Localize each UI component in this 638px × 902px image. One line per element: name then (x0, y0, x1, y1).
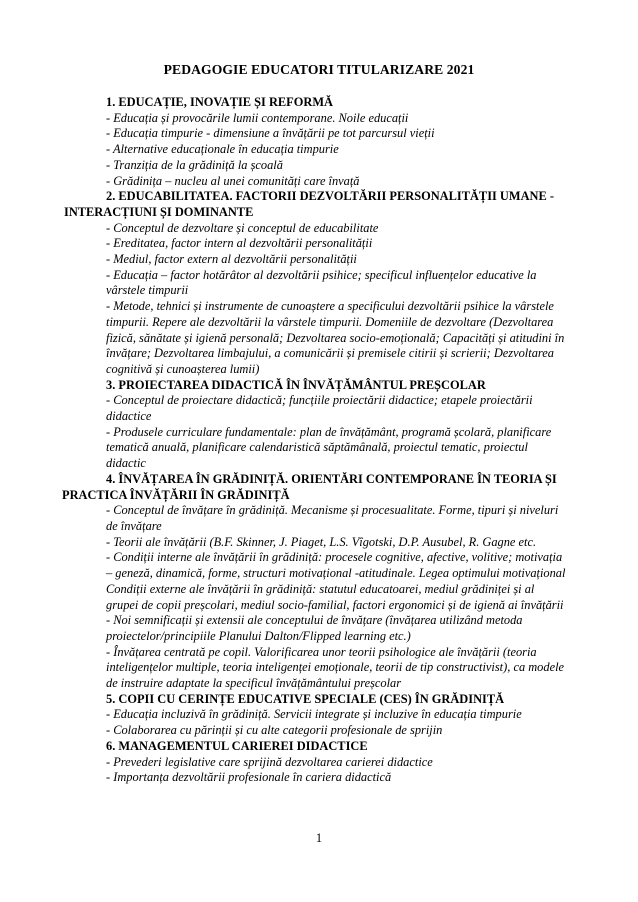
section-5 (0, 692, 638, 739)
list-item: - Educația – factor hotărâtor al dezvoltării psihice; specificul influențelor educative la vârstele timpurii (106, 267, 537, 298)
section-heading: 4. ÎNVĂȚAREA ÎN GRĂDINIȚĂ. ORIENTĂRI CONTEMPORANE ÎN TEORIA ȘI PRACTICA ÎNVĂȚĂRII ÎN GRĂDINIȚĂ (62, 471, 557, 502)
list-item: - Conceptul de proiectare didactică; funcțiile proiectării didactice; etapele proiectării didactice (106, 393, 533, 424)
list-item: - Importanța dezvoltării profesionale în cariera didactică (106, 770, 392, 785)
list-item: - Educația incluzivă în grădiniță. Servicii integrate și incluzive în educația timpurie (106, 707, 522, 722)
list-item: Condiții externe ale învățării în grădiniță: statutul educatoarei, mediul grădiniței și al grupei de copii preșcolari, mediul socio-familial, factori ergonomici și de igienă ai învățării (106, 581, 564, 612)
document-title: PEDAGOGIE EDUCATORI TITULARIZARE 2021 (163, 62, 475, 77)
list-item: - Noi semnificații și extensii ale conceptului de învățare (învățarea utilizând metoda proiectelor/principiile Planului Dalton/Flipped learning etc.) (106, 613, 523, 643)
list-item: - Învățarea centrată pe copil. Valorificarea unor teorii psihologice ale învățării (teoria inteligențelor multiple, teoria inteligenței emoționale, teorii de tip constructivist), ca modele de instruire adaptate la specificul învățământului preșcolar (106, 644, 565, 691)
section-heading: 3. PROIECTAREA DIDACTICĂ ÎN ÎNVĂȚĂMÂNTUL PREȘCOLAR (106, 377, 486, 392)
list-item: - Grădinița – nucleu al unei comunități care învață (106, 173, 360, 188)
list-item: - Ereditatea, factor intern al dezvoltării personalității (106, 236, 373, 251)
section-3 (0, 378, 638, 472)
list-item: - Conceptul de dezvoltare și conceptul de educabilitate (106, 220, 379, 235)
list-item: - Tranziția de la grădiniță la școală (106, 157, 283, 172)
document-body (0, 95, 638, 786)
section-1 (0, 95, 638, 189)
list-item: - Educația și provocările lumii contemporane. Noile educații (106, 110, 409, 125)
list-item: - Educația timpurie - dimensiune a învățării pe tot parcursul vieții (106, 126, 435, 141)
list-item: - Produsele curriculare fundamentale: plan de învățământ, programă școlară, planificare tematică anuală, planificare calendaristică săptămânală, proiectul tematic, proiectul didactic (106, 424, 552, 471)
section-4 (0, 472, 638, 692)
list-item: - Metode, tehnici și instrumente de cunoaștere a specificului dezvoltării psihice la vârstele timpurii. Repere ale dezvoltării la vârstele timpurii. Domeniile de dezvoltare (Dezvoltarea fizică, sănătate și igienă personală; Dezvoltarea socio-emoțională; Capacități și atitudini în învățare; Dezvoltarea limbajului, a comunicării și premisele citirii și scrierii; Dezvoltarea cognitivă și cunoașterea lumii) (106, 299, 565, 376)
list-item: - Conceptul de învățare în grădiniță. Mecanisme și procesualitate. Forme, tipuri și niveluri de învățare (106, 503, 559, 533)
section-2 (0, 189, 638, 377)
list-item: - Prevederi legislative care sprijină dezvoltarea carierei didactice (106, 754, 433, 769)
section-heading: 5. COPII CU CERINȚE EDUCATIVE SPECIALE (CES) ÎN GRĂDINIȚĂ (106, 691, 505, 706)
list-item: - Mediul, factor extern al dezvoltării personalității (106, 252, 357, 267)
list-item: - Teorii ale învățării (B.F. Skinner, J. Piaget, L.S. Vîgotski, D.P. Ausubel, R. Gagne etc. (106, 534, 537, 549)
section-6 (0, 739, 638, 786)
page-number: 1 (315, 831, 323, 845)
list-item: - Alternative educaționale în educația timpurie (106, 142, 339, 157)
section-heading: 1. EDUCAȚIE, INOVAȚIE ȘI REFORMĂ (106, 95, 333, 109)
section-heading: 2. EDUCABILITATEA. FACTORII DEZVOLTĂRII PERSONALITĂȚII UMANE -INTERACȚIUNI ȘI DOMINANTE (64, 189, 554, 219)
list-item: - Colaborarea cu părinții și cu alte categorii profesionale de sprijin (106, 723, 443, 738)
list-item: - Condiții interne ale învățării în grădiniță: procesele cognitive, afective, volitive; motivația – geneză, dinamică, forme, structuri motivațional -atitudinale. Legea optimului motivațional (106, 550, 566, 581)
section-heading: 6. MANAGEMENTUL CARIEREI DIDACTICE (106, 738, 368, 753)
